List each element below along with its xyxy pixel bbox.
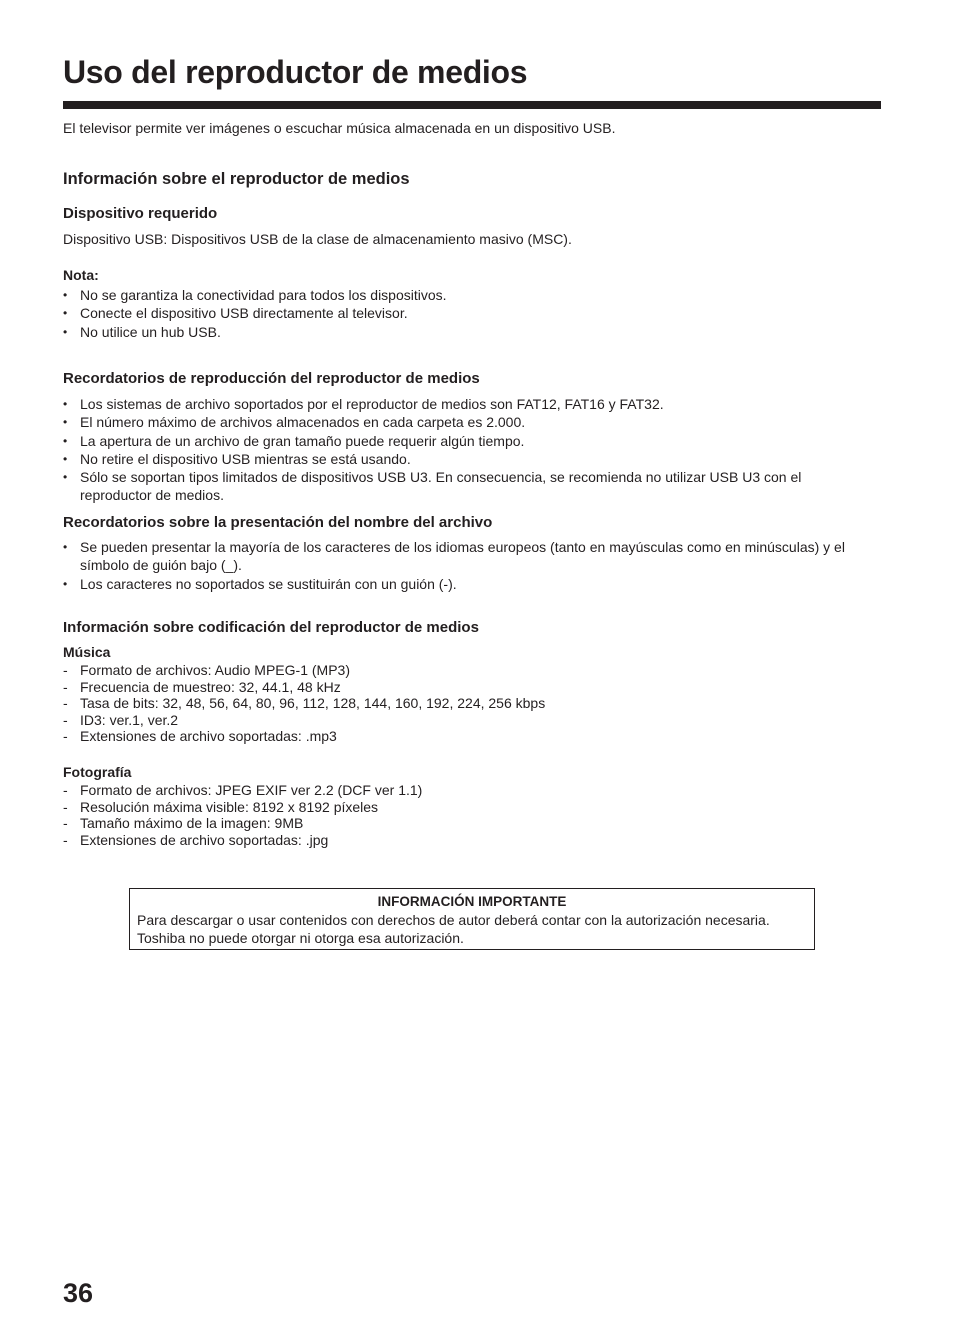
list-item [63,468,863,505]
bullet-icon: • [63,433,68,448]
list-item-text: No se garantiza la conectividad para todos los dispositivos. [80,287,447,303]
list-item-text: Frecuencia de muestreo: 32, 44.1, 48 kHz [80,678,341,695]
bullet-icon: • [63,415,68,430]
important-info-text: Para descargar o usar contenidos con derechos de autor deberá contar con la autorización necesaria. Toshiba no puede otorgar ni otorga esa autorización. [137,912,770,946]
music-list [63,662,863,745]
playback-reminders-list [63,395,863,505]
filename-reminders-heading: Recordatorios sobre la presentación del nombre del archivo [63,514,493,531]
list-item-text: Formato de archivos: Audio MPEG-1 (MP3) [80,662,350,678]
photo-list [63,782,863,848]
list-item [63,695,863,712]
bullet-icon: • [63,451,68,466]
list-item [63,712,863,729]
list-item [63,413,863,431]
list-item [63,662,863,679]
list-item-text: Formato de archivos: JPEG EXIF ver 2.2 (DCF ver 1.1) [80,782,423,798]
list-item-text: La apertura de un archivo de gran tamaño puede requerir algún tiempo. [80,432,525,449]
list-item [63,799,863,816]
note-list [63,286,863,341]
encoding-heading: Información sobre codificación del reproductor de medios [63,619,479,636]
info-heading: Información sobre el reproductor de medios [63,170,410,188]
list-item-text: Los sistemas de archivo soportados por el reproductor de medios son FAT12, FAT16 y FAT32. [80,396,664,412]
list-item-text: No retire el dispositivo USB mientras se está usando. [80,450,411,467]
list-item-text: Extensiones de archivo soportadas: .mp3 [80,728,337,745]
dash-icon: - [63,728,68,745]
list-item [63,395,863,413]
bullet-icon: • [63,470,68,485]
list-item-text: Extensiones de archivo soportadas: .jpg [80,831,329,848]
list-item-text: ID3: ver.1, ver.2 [80,711,179,728]
list-item [63,538,863,575]
list-item [63,815,863,832]
list-item [63,728,863,745]
list-item-text: Se pueden presentar la mayoría de los caracteres de los idiomas europeos (tanto en mayúsculas como en minúsculas) y el símbolo de guión bajo (_). [80,539,845,574]
list-item-text: Sólo se soportan tipos limitados de dispositivos USB U3. En consecuencia, se recomienda no utilizar USB U3 con el reproductor de medios. [80,469,802,504]
bullet-icon: • [63,540,68,554]
important-info-box [129,888,815,950]
photo-heading: Fotografía [63,764,132,780]
list-item-text: No utilice un hub USB. [80,323,221,340]
bullet-icon: • [63,288,68,302]
list-item [63,575,863,593]
list-item-text: Conecte el dispositivo USB directamente al televisor. [80,305,408,322]
note-heading: Nota: [63,267,99,283]
list-item-text: El número máximo de archivos almacenados en cada carpeta es 2.000. [80,414,526,431]
list-item-text: Tamaño máximo de la imagen: 9MB [80,815,304,832]
list-item-text: Los caracteres no soportados se sustituirán con un guión (-). [80,575,457,592]
playback-reminders-heading: Recordatorios de reproducción del reproductor de medios [63,370,480,387]
filename-reminders-list [63,538,863,593]
dash-icon: - [63,678,68,695]
dash-icon: - [63,831,68,848]
list-item [63,323,863,341]
intro-text: El televisor permite ver imágenes o escuchar música almacenada en un dispositivo USB. [63,120,616,136]
bullet-icon: • [63,306,68,321]
page-title: Uso del reproductor de medios [63,54,528,90]
page-number: 36 [63,1278,94,1308]
music-heading: Música [63,644,111,660]
list-item [63,782,863,799]
device-heading: Dispositivo requerido [63,205,218,222]
dash-icon: - [63,662,68,678]
list-item-text: Resolución máxima visible: 8192 x 8192 píxeles [80,798,379,815]
dash-icon: - [63,711,68,728]
bullet-icon: • [63,324,68,339]
dash-icon: - [63,815,68,832]
list-item [63,432,863,450]
title-rule [63,101,881,109]
list-item-text: Tasa de bits: 32, 48, 56, 64, 80, 96, 112, 128, 144, 160, 192, 224, 256 kbps [80,695,546,712]
bullet-icon: • [63,397,68,411]
bullet-icon: • [63,576,68,591]
list-item [63,304,863,322]
dash-icon: - [63,695,68,712]
dash-icon: - [63,782,68,798]
list-item [63,832,863,849]
important-info-title: INFORMACIÓN IMPORTANTE [377,894,567,909]
list-item [63,286,863,304]
list-item [63,450,863,468]
list-item [63,679,863,696]
dash-icon: - [63,798,68,815]
device-text: Dispositivo USB: Dispositivos USB de la clase de almacenamiento masivo (MSC). [63,231,572,247]
